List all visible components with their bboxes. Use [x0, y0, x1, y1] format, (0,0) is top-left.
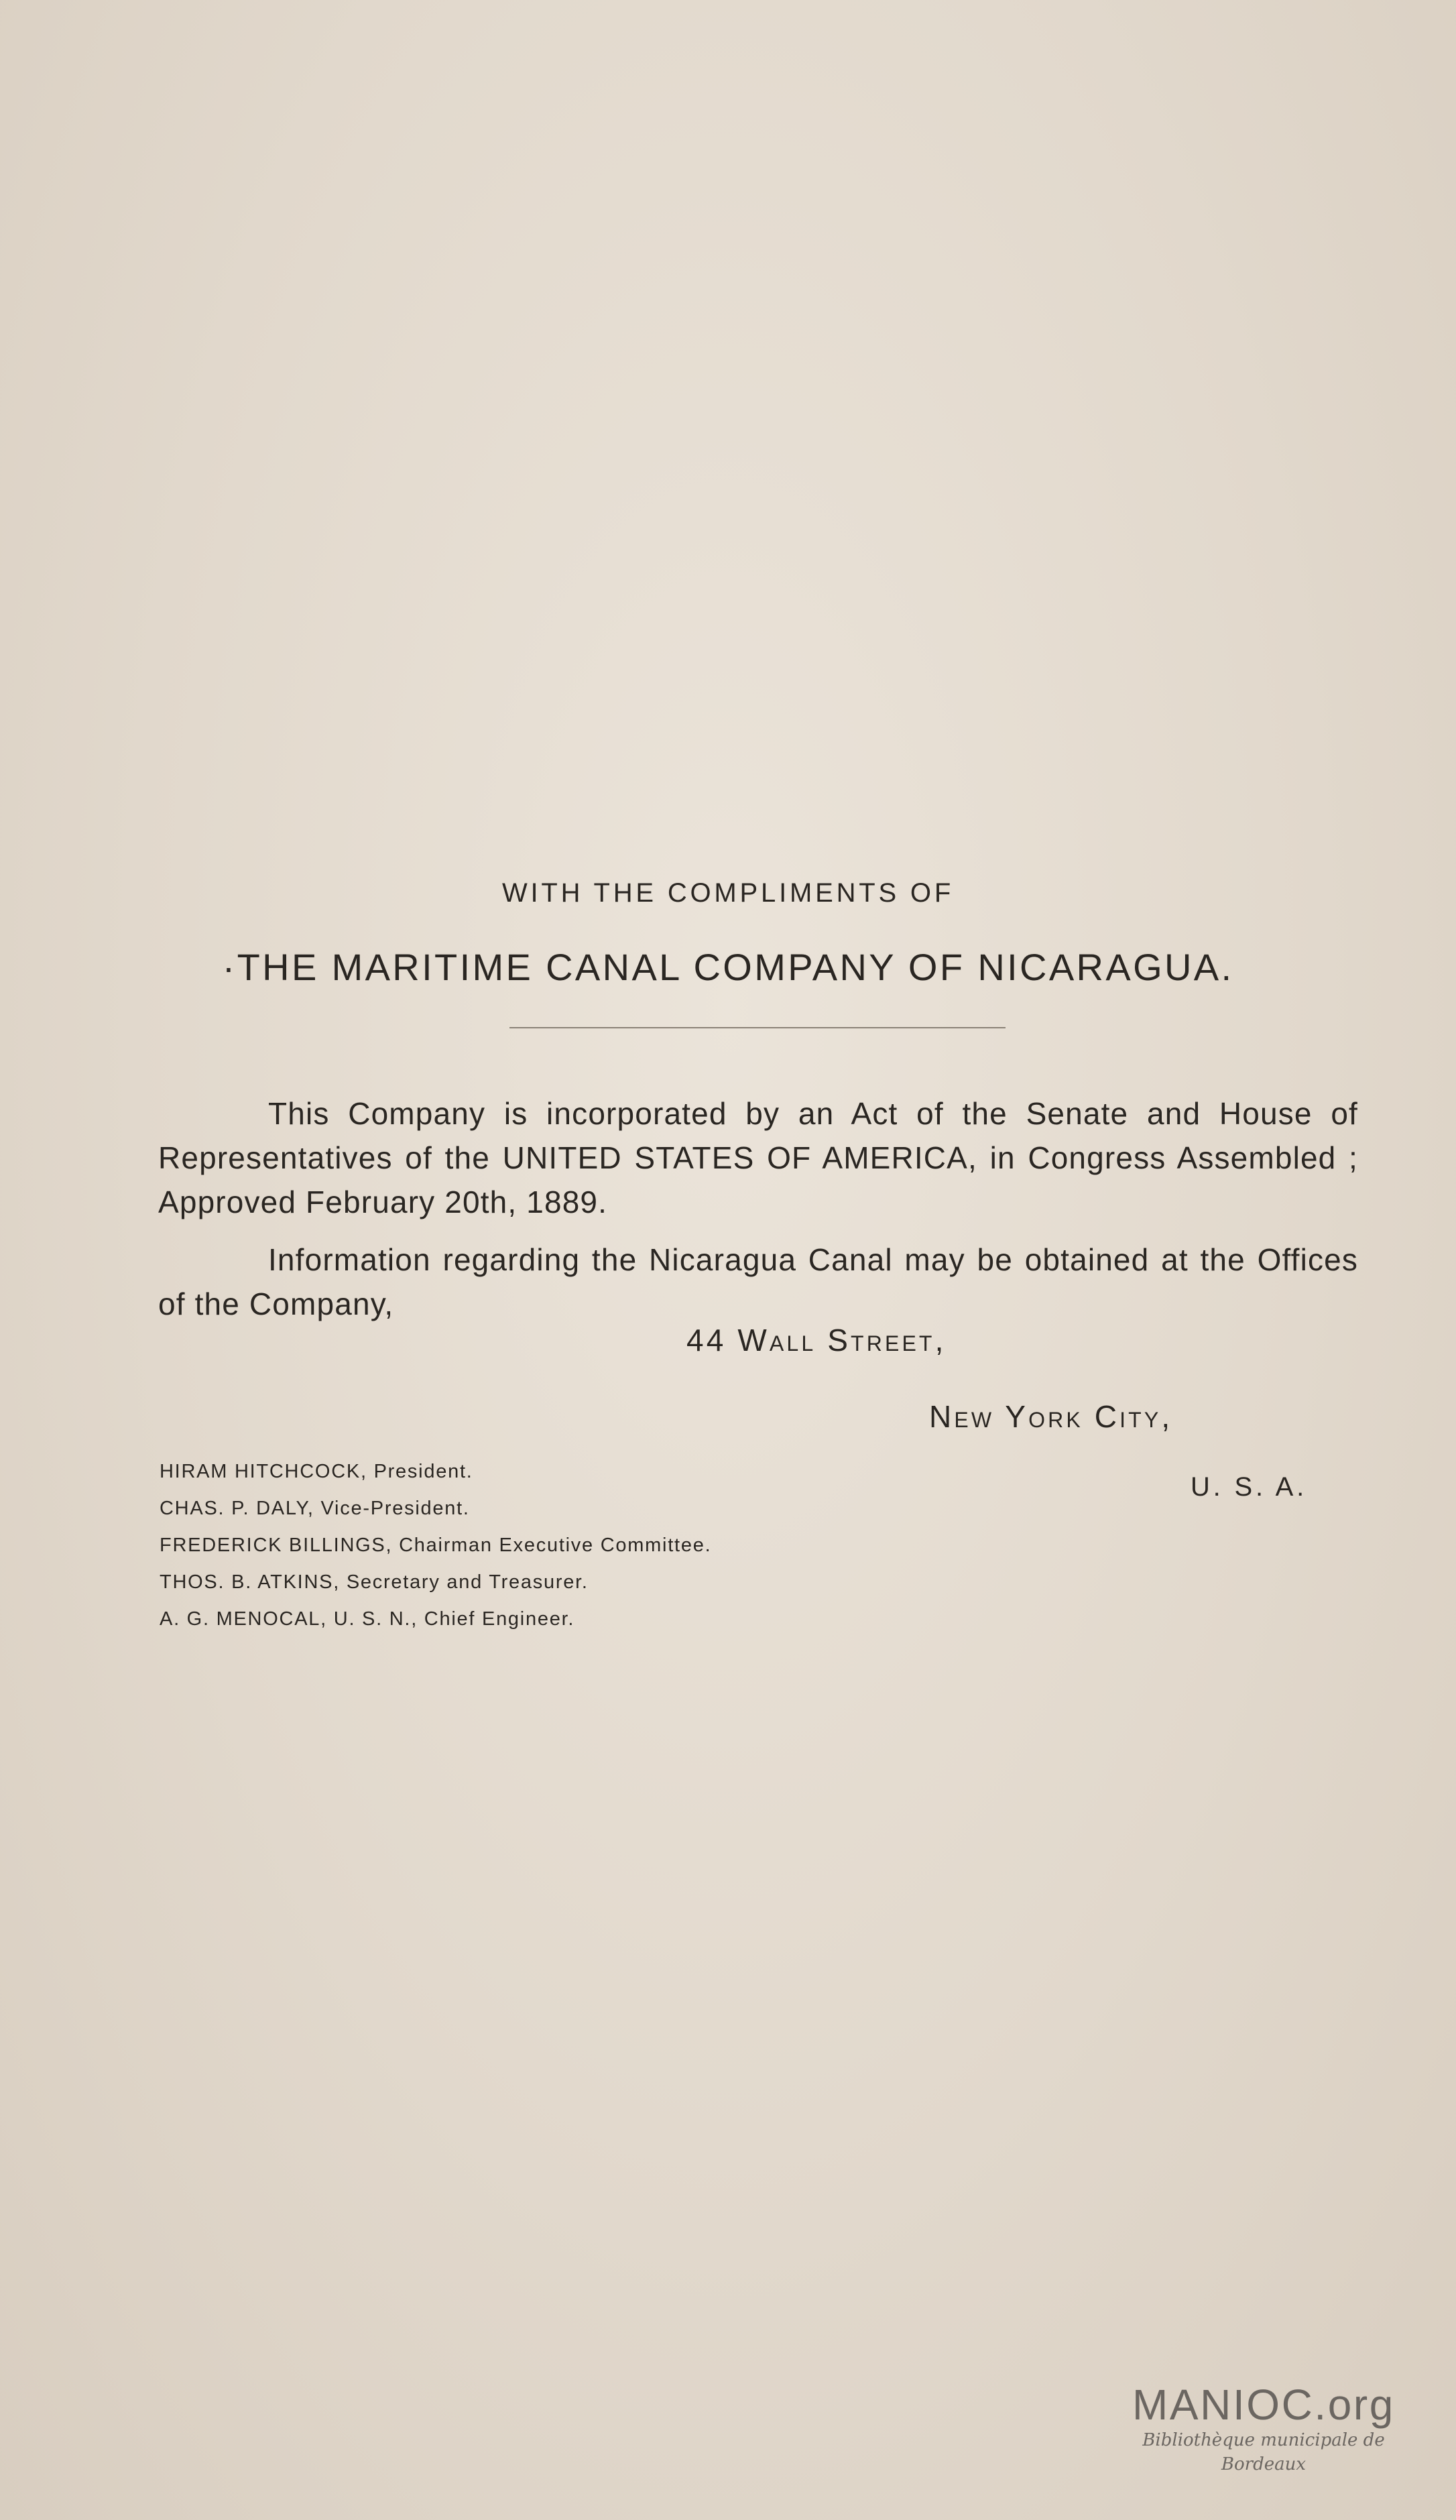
library-credit: Bibliothèque municipale de Bordeaux [1142, 2430, 1385, 2474]
officer-chief-engineer: A. G. MENOCAL, U. S. N., Chief Engineer. [160, 1608, 575, 1630]
title-divider [509, 1027, 1006, 1028]
manioc-watermark [1106, 2381, 1421, 2476]
manioc-logo: MANIOC.org [1132, 2381, 1395, 2429]
officer-secretary: THOS. B. ATKINS, Secretary and Treasurer. [160, 1571, 589, 1593]
company-title: ·THE MARITIME CANAL COMPANY OF NICARAGUA. [222, 946, 1234, 988]
officer-vice-president: CHAS. P. DALY, Vice-President. [160, 1498, 470, 1519]
incorporation-paragraph: This Company is incorporated by an Act of the Senate and House of Representatives of the UNITED STATES OF AMERICA, in Congress Assembled ; Approved February 20th, 1889. [158, 1096, 1358, 1219]
compliments-heading: WITH THE COMPLIMENTS OF [501, 878, 955, 908]
officer-chairman: FREDERICK BILLINGS, Chairman Executive Committee. [160, 1535, 712, 1556]
address-city: New York City, [929, 1399, 1173, 1434]
address-street: 44 Wall Street, [686, 1323, 947, 1358]
information-paragraph: Information regarding the Nicaragua Canal may be obtained at the Offices of the Company, [158, 1242, 1358, 1321]
officer-president: HIRAM HITCHCOCK, President. [160, 1461, 473, 1482]
officers-list [160, 1453, 711, 1638]
address-country: U. S. A. [1191, 1472, 1308, 1502]
